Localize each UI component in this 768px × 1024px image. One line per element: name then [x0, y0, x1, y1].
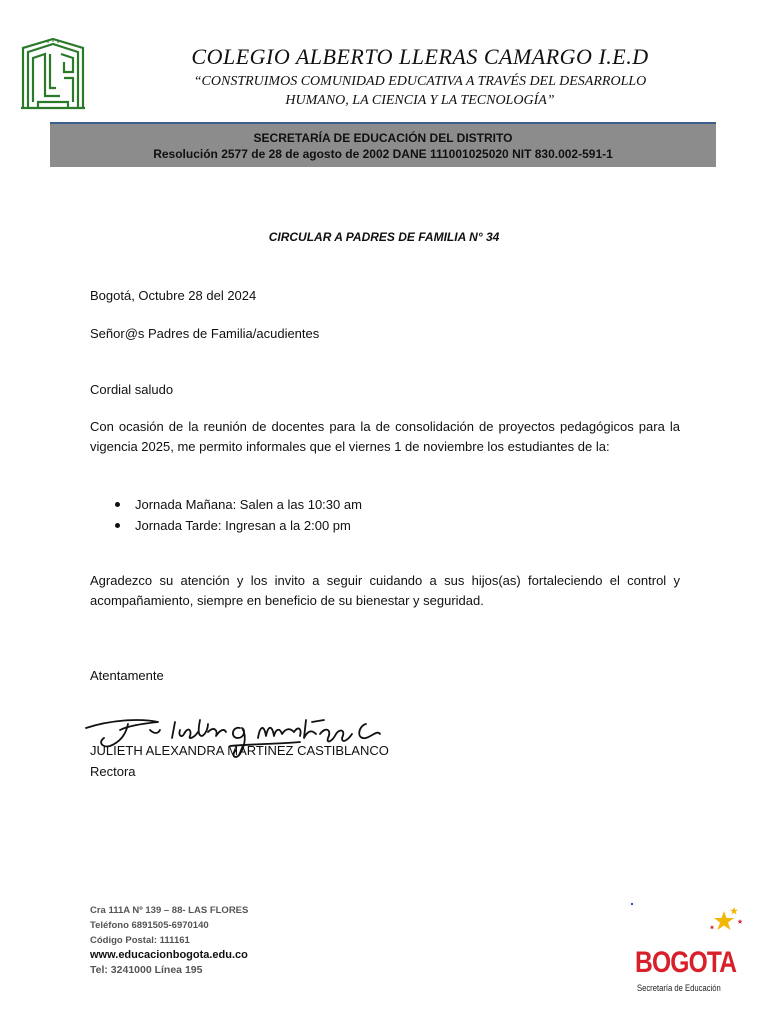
- greeting: Cordial saludo: [90, 382, 174, 397]
- closing-paragraph: Agradezco su atención y los invito a seguir cuidando a sus hijos(as) fortaleciendo el control y acompañamiento, siempre en beneficio de su bienestar y seguridad.: [90, 573, 680, 608]
- footer-contact: [90, 903, 350, 978]
- star-icon: [714, 911, 734, 930]
- motto-line-2: HUMANO, LA CIENCIA Y LA TECNOLOGÍA”: [285, 93, 555, 108]
- list-item: Jornada Tarde: Ingresan a la 2:00 pm: [110, 515, 670, 536]
- secretaria-banner: [50, 122, 716, 167]
- secretaria-title: SECRETARÍA DE EDUCACIÓN DEL DISTRITO: [253, 131, 513, 145]
- recipient-line: Señor@s Padres de Familia/acudientes: [90, 326, 320, 341]
- intro-paragraph: Con ocasión de la reunión de docentes para la de consolidación de proyectos pedagógicos para la vigencia 2025, me permito informales que el viernes 1 de noviembre los estudiantes de la:: [90, 419, 680, 454]
- footer-postal: Código Postal: 111161: [90, 935, 190, 946]
- schedule-list: [110, 494, 670, 536]
- place-date: Bogotá, Octubre 28 del 2024: [90, 288, 257, 303]
- school-motto: [110, 72, 730, 110]
- school-crest-logo: [20, 36, 86, 112]
- signatory-role: Rectora: [90, 764, 136, 779]
- bogota-wordmark: BOGOTA: [635, 946, 737, 979]
- list-item: Jornada Mañana: Salen a las 10:30 am: [110, 494, 670, 515]
- star-icon: [710, 925, 715, 929]
- footer-tel: Tel: 3241000 Línea 195: [90, 964, 203, 976]
- star-icon: [738, 919, 743, 924]
- resolucion-text: Resolución 2577 de 28 de agosto de 2002 DANE 111001025020 NIT 830.002-591-1: [153, 147, 613, 161]
- sign-off: Atentamente: [90, 668, 164, 683]
- footer-phone: Teléfono 6891505-6970140: [90, 920, 209, 931]
- school-name: COLEGIO ALBERTO LLERAS CAMARGO I.E.D: [191, 44, 649, 69]
- star-icon: [730, 907, 738, 915]
- motto-line-1: “CONSTRUIMOS COMUNIDAD EDUCATIVA A TRAVÉS DEL DESARROLLO: [193, 74, 647, 89]
- circular-title: CIRCULAR A PADRES DE FAMILIA N° 34: [268, 230, 500, 244]
- bogota-subtitle: Secretaría de Educación: [637, 983, 721, 993]
- signatory-name: JULIETH ALEXANDRA MARTINEZ CASTIBLANCO: [90, 743, 389, 758]
- footer-address: Cra 111A Nº 139 – 88- LAS FLORES: [90, 905, 249, 916]
- footer-website: www.educacionbogota.edu.co: [90, 949, 248, 961]
